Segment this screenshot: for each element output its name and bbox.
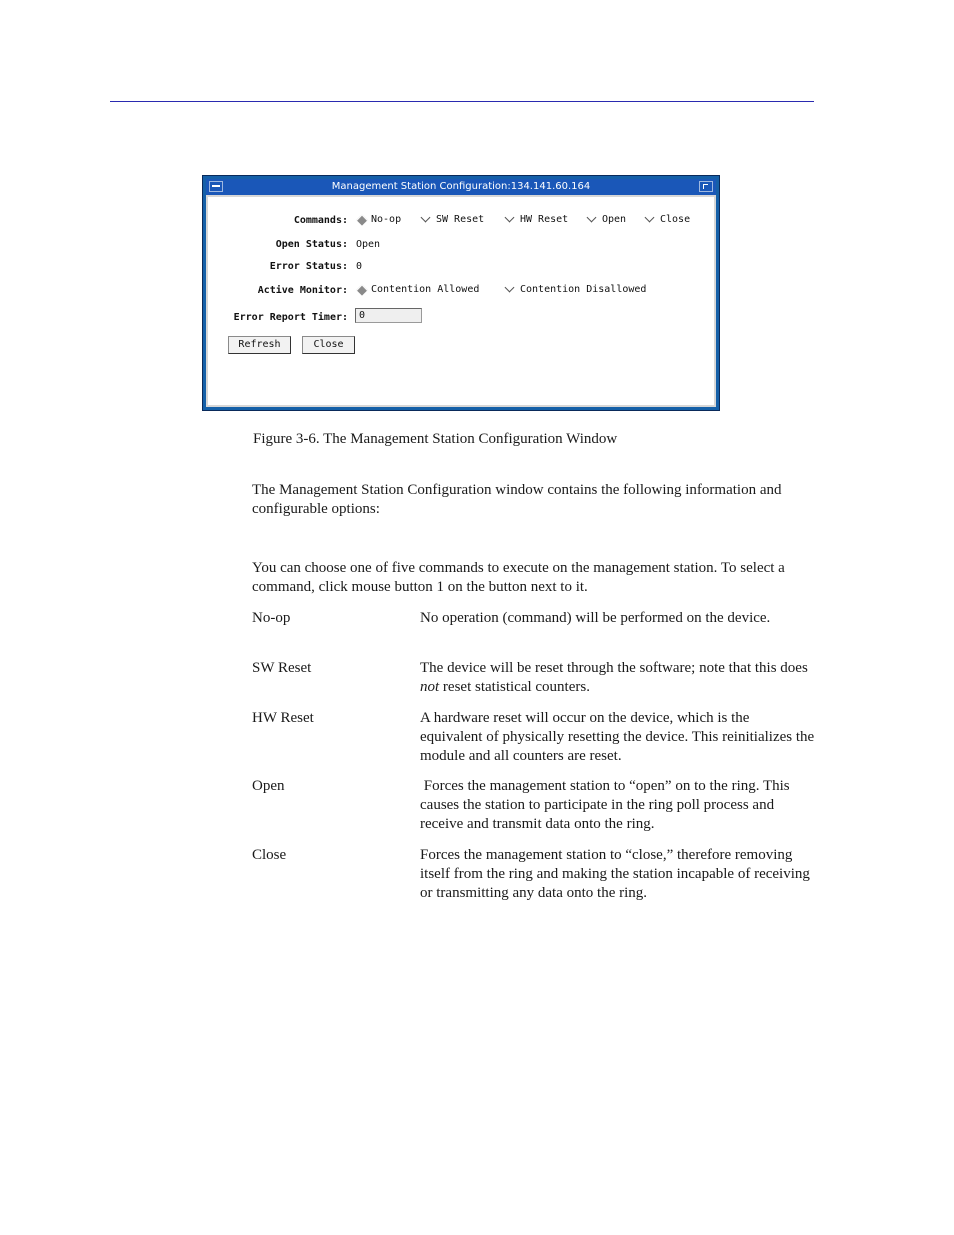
radio-unselected-icon xyxy=(505,286,515,293)
definition-term-noop: No-op xyxy=(252,610,291,626)
radio-unselected-icon xyxy=(505,216,515,223)
contention-allowed-radio[interactable] xyxy=(358,284,479,295)
commands-intro-paragraph: You can choose one of five commands to execute on the management station. To select a command, click mouse button 1 on the button next to it. xyxy=(252,560,785,595)
definition-term-open: Open xyxy=(252,778,285,794)
command-hw-reset-radio[interactable] xyxy=(505,214,568,225)
error-report-timer-label: Error Report Timer: xyxy=(233,312,348,323)
radio-unselected-icon xyxy=(421,216,431,223)
window-frame xyxy=(206,179,716,407)
command-sw-reset-radio[interactable] xyxy=(421,214,484,225)
definition-desc-noop: No operation (command) will be performed on the device. xyxy=(420,610,771,626)
window-titlebar[interactable] xyxy=(206,179,716,195)
error-report-timer-input[interactable]: 0 xyxy=(355,308,422,323)
command-noop-radio[interactable] xyxy=(358,214,401,225)
maximize-icon[interactable] xyxy=(699,181,713,192)
command-open-radio[interactable] xyxy=(587,214,626,225)
command-hw-reset-label: HW Reset xyxy=(520,214,569,225)
command-close-radio[interactable] xyxy=(645,214,690,225)
error-status-label: Error Status: xyxy=(269,261,348,272)
definition-term-close: Close xyxy=(252,847,287,863)
header-rule xyxy=(110,101,814,102)
command-open-label: Open xyxy=(602,214,627,225)
refresh-button[interactable]: Refresh xyxy=(228,336,291,354)
command-sw-reset-label: SW Reset xyxy=(436,214,485,225)
radio-unselected-icon xyxy=(587,216,597,223)
radio-selected-icon xyxy=(356,214,367,225)
window-menu-icon[interactable] xyxy=(209,181,223,192)
active-monitor-label: Active Monitor: xyxy=(257,285,348,296)
open-status-label: Open Status: xyxy=(275,239,348,250)
intro-paragraph: The Management Station Configuration window contains the following information and configurable options: xyxy=(252,482,782,517)
figure-caption: Figure 3-6. The Management Station Configuration Window xyxy=(253,431,618,447)
definition-desc-close: Forces the management station to “close,” therefore removing itself from the ring and making the station incapable of receiving or transmitting any data onto the ring. xyxy=(420,847,810,901)
contention-disallowed-radio[interactable] xyxy=(505,284,646,295)
window-body xyxy=(208,197,714,405)
sw-reset-desc-part: The device will be reset through the software; note that this does xyxy=(420,660,808,676)
definition-desc-open: Forces the management station to “open” on to the ring. This causes the station to participate in the ring poll process and receive and transmit data onto the ring. xyxy=(420,778,794,832)
sw-reset-desc-emphasis: not xyxy=(420,679,440,695)
contention-disallowed-label: Contention Disallowed xyxy=(520,284,647,295)
open-status-value: Open xyxy=(356,239,381,250)
window-title: Management Station Configuration:134.141.60.164 xyxy=(331,181,591,192)
error-status-value: 0 xyxy=(356,261,363,272)
commands-label: Commands: xyxy=(293,215,348,226)
definition-desc-sw-reset xyxy=(420,659,815,697)
close-button[interactable]: Close xyxy=(302,336,355,354)
contention-allowed-label: Contention Allowed xyxy=(371,284,480,295)
command-noop-label: No-op xyxy=(371,214,402,225)
definition-term-sw-reset: SW Reset xyxy=(252,660,312,676)
sw-reset-desc-part: reset statistical counters. xyxy=(439,679,590,695)
radio-unselected-icon xyxy=(645,216,655,223)
management-station-config-window xyxy=(202,175,720,411)
definition-desc-hw-reset: A hardware reset will occur on the device, which is the equivalent of physically resetting the device. This reinitializes the module and all counters are reset. xyxy=(420,710,815,764)
command-close-label: Close xyxy=(660,214,691,225)
radio-selected-icon xyxy=(356,284,367,295)
definition-term-hw-reset: HW Reset xyxy=(252,710,314,726)
